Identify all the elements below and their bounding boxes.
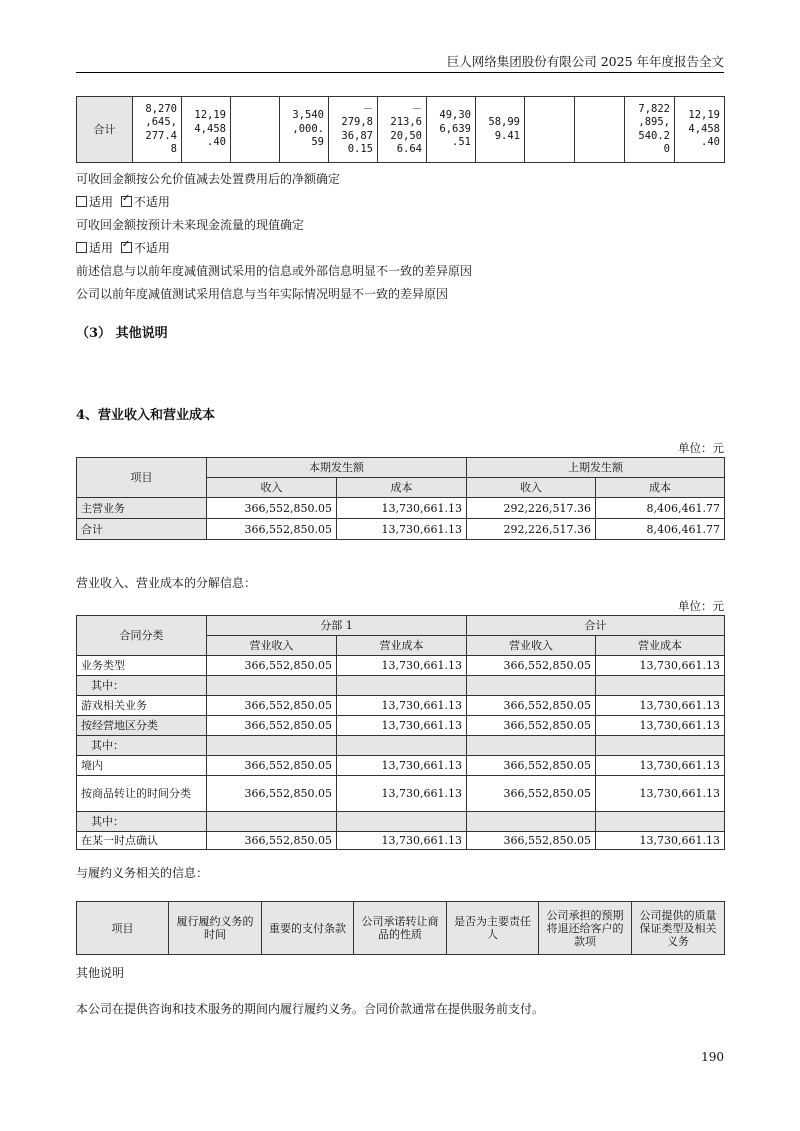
performance-obligation-table [76, 901, 725, 955]
perf-col: 重要的支付条款 [262, 902, 354, 955]
sub-header: 营业成本 [596, 636, 725, 656]
checkbox-applicable-1[interactable] [76, 196, 87, 207]
unit-label: 单位：元 [678, 441, 724, 455]
value-cell: 13,730,661.13 [337, 832, 467, 850]
value-cell: 292,226,517.36 [467, 519, 596, 540]
row-label: 其中： [77, 736, 207, 756]
value-cell: 366,552,850.05 [207, 656, 337, 676]
value-cell: 366,552,850.05 [467, 656, 596, 676]
value-cell: 13,730,661.13 [337, 756, 467, 776]
section-3-heading: （3） 其他说明 [76, 326, 168, 341]
revenue-cost-table [76, 457, 725, 540]
sub-header: 收入 [467, 478, 596, 498]
value-cell: 13,730,661.13 [596, 656, 725, 676]
page-number: 190 [701, 1050, 724, 1064]
value-cell: 366,552,850.05 [207, 716, 337, 736]
breakdown-title: 营业收入、营业成本的分解信息： [76, 576, 257, 590]
breakdown-rows [77, 656, 725, 850]
col-total: 合计 [467, 616, 725, 636]
row-label: 在某一时点确认 [77, 832, 207, 850]
value-cell: 366,552,850.05 [207, 776, 337, 812]
value-cell: 292,226,517.36 [467, 498, 596, 519]
checkbox-applicable-2[interactable] [76, 242, 87, 253]
recoverable-pv-line: 可收回金额按预计未来现金流量的现值确定 [76, 218, 305, 232]
value-cell: 8,406,461.77 [596, 519, 725, 540]
top-cell: 12,19 4,458 .40 [675, 97, 725, 163]
other-notes-title: 其他说明 [76, 966, 125, 980]
top-cell: 58,99 9.41 [476, 97, 525, 163]
top-cell: － 279,8 36,87 0.15 [329, 97, 378, 163]
value-cell [337, 812, 467, 832]
value-cell: 366,552,850.05 [207, 696, 337, 716]
value-cell: 366,552,850.05 [207, 832, 337, 850]
value-cell: 366,552,850.05 [467, 716, 596, 736]
value-cell: 13,730,661.13 [596, 832, 725, 850]
top-cell [525, 97, 575, 163]
top-cell [231, 97, 280, 163]
value-cell: 366,552,850.05 [207, 756, 337, 776]
value-cell [467, 812, 596, 832]
value-cell [207, 676, 337, 696]
other-notes-text: 本公司在提供咨询和技术服务的期间内履行履约义务。合同价款通常在提供服务前支付。 [76, 1002, 545, 1016]
row-label: 按商品转让的时间分类 [77, 776, 207, 812]
sub-header: 营业收入 [207, 636, 337, 656]
value-cell: 13,730,661.13 [337, 656, 467, 676]
checkbox-not-applicable-1[interactable] [121, 196, 132, 207]
option-applicable: 适用 [89, 195, 114, 209]
row-label: 其中： [77, 676, 207, 696]
perf-col: 项目 [77, 902, 169, 955]
value-cell: 366,552,850.05 [467, 756, 596, 776]
top-cell: 49,30 6,639 .51 [427, 97, 476, 163]
value-cell: 366,552,850.05 [467, 696, 596, 716]
page-header [76, 50, 724, 73]
value-cell: 13,730,661.13 [337, 696, 467, 716]
row-label: 按经营地区分类 [77, 716, 207, 736]
value-cell: 13,730,661.13 [596, 776, 725, 812]
value-cell [596, 812, 725, 832]
row-label: 合计 [77, 519, 207, 540]
perf-col: 公司承担的预期将退还给客户的款项 [539, 902, 632, 955]
value-cell [207, 812, 337, 832]
value-cell: 13,730,661.13 [337, 716, 467, 736]
top-cell [575, 97, 625, 163]
sub-header: 收入 [207, 478, 337, 498]
col-item: 项目 [77, 458, 207, 498]
value-cell [467, 736, 596, 756]
row-label: 其中： [77, 812, 207, 832]
col-contract-category: 合同分类 [77, 616, 207, 656]
sub-header: 成本 [596, 478, 725, 498]
recoverable-fair-value-line: 可收回金额按公允价值减去处置费用后的净额确定 [76, 172, 341, 186]
checkbox-not-applicable-2[interactable] [121, 242, 132, 253]
top-cell: － 213,6 20,50 6.64 [378, 97, 427, 163]
value-cell [207, 736, 337, 756]
difference-reason-line-1: 前述信息与以前年度减值测试采用的信息或外部信息明显不一致的差异原因 [76, 264, 473, 278]
value-cell: 366,552,850.05 [207, 498, 337, 519]
col-segment-1: 分部 1 [207, 616, 467, 636]
impairment-total-table [76, 96, 725, 163]
value-cell: 13,730,661.13 [596, 696, 725, 716]
sub-header: 营业成本 [337, 636, 467, 656]
perf-col: 公司提供的质量保证类型及相关义务 [632, 902, 725, 955]
row-label: 业务类型 [77, 656, 207, 676]
top-cell: 3,540 ,000. 59 [280, 97, 329, 163]
perf-col: 是否为主要责任人 [447, 902, 539, 955]
unit-label-2: 单位：元 [678, 599, 724, 613]
section-4-heading: 4、营业收入和营业成本 [76, 408, 216, 423]
sub-header: 营业收入 [467, 636, 596, 656]
perf-col: 履行履约义务的时间 [169, 902, 262, 955]
row-label: 境内 [77, 756, 207, 776]
col-current-period: 本期发生额 [207, 458, 467, 478]
value-cell: 366,552,850.05 [467, 776, 596, 812]
value-cell: 13,730,661.13 [337, 776, 467, 812]
value-cell [596, 736, 725, 756]
option-not-applicable: 不适用 [133, 195, 170, 209]
value-cell: 8,406,461.77 [596, 498, 725, 519]
value-cell [337, 736, 467, 756]
applicable-choice-2 [76, 239, 170, 256]
value-cell [337, 676, 467, 696]
difference-reason-line-2: 公司以前年度减值测试采用信息与当年实际情况明显不一致的差异原因 [76, 287, 449, 301]
value-cell: 13,730,661.13 [337, 498, 467, 519]
row-label: 主营业务 [77, 498, 207, 519]
row-label: 游戏相关业务 [77, 696, 207, 716]
applicable-choice-1 [76, 193, 170, 210]
top-cell: 8,270 ,645, 277.4 8 [133, 97, 182, 163]
option-applicable: 适用 [89, 241, 114, 255]
performance-obligation-title: 与履约义务相关的信息： [76, 866, 209, 880]
value-cell [596, 676, 725, 696]
col-prior-period: 上期发生额 [467, 458, 725, 478]
perf-col: 公司承诺转让商品的性质 [354, 902, 447, 955]
value-cell: 13,730,661.13 [596, 716, 725, 736]
value-cell [467, 676, 596, 696]
value-cell: 13,730,661.13 [337, 519, 467, 540]
option-not-applicable: 不适用 [133, 241, 170, 255]
breakdown-table [76, 615, 725, 850]
top-cell: 12,19 4,458 .40 [182, 97, 231, 163]
value-cell: 13,730,661.13 [596, 756, 725, 776]
total-label: 合计 [77, 97, 133, 163]
top-cell: 7,822 ,895, 540.2 0 [625, 97, 675, 163]
value-cell: 366,552,850.05 [207, 519, 337, 540]
sub-header: 成本 [337, 478, 467, 498]
header-title: 巨人网络集团股份有限公司 2025 年年度报告全文 [446, 54, 724, 69]
value-cell: 366,552,850.05 [467, 832, 596, 850]
